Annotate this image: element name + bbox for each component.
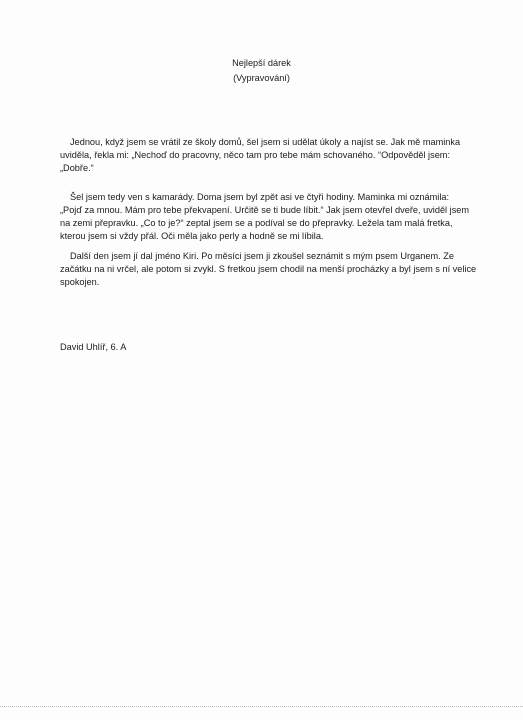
paragraph-line: Další den jsem jí dal jméno Kiri. Po měsíci jsem ji zkoušel seznámit s mým psem Urganem. Ze [70, 251, 454, 261]
paragraph-line: na zemi přepravku. „Co to je?“ zeptal jsem se a podíval se do přepravky. Ležela tam malá fretka, [60, 218, 453, 229]
paragraph-line: uviděla, řekla mi: „Nechoď do pracovny, něco tam pro tebe mám schovaného. “Odpověděl jsem: [60, 150, 451, 161]
paragraph-line: začátku na ni vrčel, ale potom si zvykl. S fretkou jsem chodil na menší procházky a byl jsem s ní velice [60, 264, 477, 275]
paragraph-line: spokojen. [60, 277, 100, 288]
paragraph-1 [60, 136, 480, 175]
paragraph-line: Jednou, když jsem se vrátil ze školy domů, šel jsem si udělat úkoly a najíst se. Jak mě maminka [70, 137, 461, 147]
paragraph-line: „Pojď za mnou. Mám pro tebe překvapení. Určitě se ti bude líbit.“ Jak jsem otevřel dveře, uviděl jsem [60, 205, 470, 216]
paragraph-line: „Dobře.“ [60, 163, 94, 174]
paragraph-2 [60, 191, 480, 243]
document-title: Nejlepší dárek [232, 58, 291, 68]
scan-edge-divider [0, 706, 523, 707]
paragraph-line: Šel jsem tedy ven s kamarády. Doma jsem byl zpět asi ve čtyři hodiny. Maminka mi oznámila: [70, 192, 450, 202]
document-subtitle: (Vypravování) [233, 73, 290, 83]
paragraph-line: kterou jsem si vždy přál. Oči měla jako perly a hodně se mi líbila. [60, 231, 324, 242]
paragraph-3 [60, 250, 480, 289]
author-signature: David Uhlíř, 6. A [60, 342, 127, 352]
